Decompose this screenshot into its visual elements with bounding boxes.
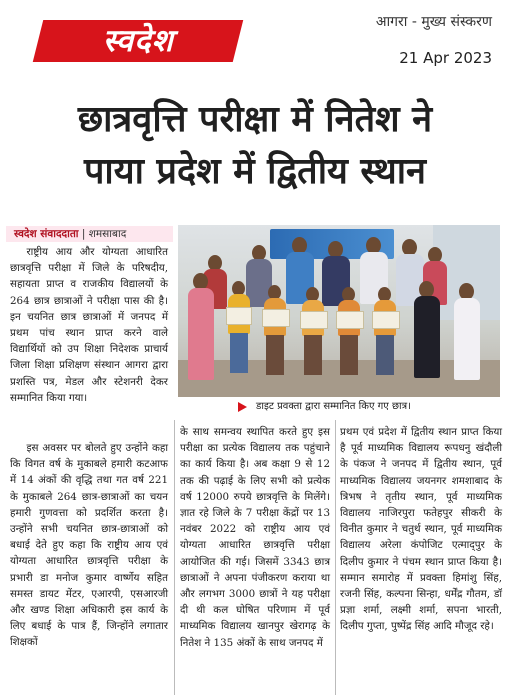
headline-line-2: पाया प्रदेश में द्वितीय स्थान bbox=[83, 151, 427, 192]
byline-separator: | bbox=[81, 228, 86, 240]
article-col1-para1: राष्ट्रीय आय और योग्यता आधारित छात्रवृत्ति परीक्षा में जिले के परिषदीय, सहायता प्राप्त व राजकीय विद्यालयों के 264 छात्र छात्राओं ने परीक्षा पास की है। इन चयनित छात्र छात्राओं में जनपद में प्रथम पांच स्थान प्राप्त करने वाले विद्यार्थियों को उप शिक्षा निदेशक प्राचार्य जिला शिक्षा प्रशिक्षण संस्थान आगरा द्वारा प्रशस्ति पत्र, मेडल और स्टेशनरी देकर सम्मानित किया गया। bbox=[10, 246, 168, 404]
byline-place: शमसाबाद bbox=[88, 228, 127, 240]
byline bbox=[6, 226, 173, 242]
article-col3: प्रथम एवं प्रदेश में द्वितीय स्थान प्राप्त किया है पूर्व माध्यमिक विद्यालय रूपधनु खंदौली के पंकज ने जनपद में द्वितीय स्थान, पूर्व माध्यमिक विद्यालय जयनगर शमशाबाद के त्रिभष ने तृतीय स्थान, पूर्व माध्यमिक विद्यालय नाजिरपुरा फतेहपुर सीकरी के विनीत कुमार ने चतुर्थ स्थान, पूर्व माध्यमिक विद्यालय अरेला कंपोजिट एत्माद्पुर के दिलीप कुमार ने पंचम स्थान प्राप्त किया है। सम्मान समारोह में प्रवक्ता हिमांशु सिंह, रजनी सिंह, कल्पना सिन्हा, धर्मेंद्र गौतम, डॉ प्रज्ञा शर्मा, लक्ष्मी शर्मा, सपना भारती, दिलीप गुप्ता, पुष्पेंद्र सिंह आदि मौजूद रहे। bbox=[340, 426, 502, 633]
logo-text: स्वदेश bbox=[102, 22, 174, 59]
article-col1-para2: इस अवसर पर बोलते हुए उन्होंने कहा कि विगत वर्ष के मुकाबले हमारी कटआफ में 14 अंकों की वृद्धि तथा गत वर्ष 221 के मुकाबले 264 छात्र-छात्राओं का चयन हमारी गुणवत्ता को प्रदर्शित करता है। उन्होंने सभी चयनित छात्र-छात्राओं को बधाई देते हुए कहा कि राष्ट्रीय आय एवं योग्यता आधारित छात्रवृत्ति परीक्षा के प्रभारी डा मनोज कुमार वार्ष्णेय सहित समस्त डायट मेंटर, एआरपी, एसआरजी और खण्ड शिक्षा अधिकारी इस कार्य के लिए बधाई के पात्र हैं, जिन्होंने लगातार शिक्षकों bbox=[10, 442, 168, 649]
photo-floor bbox=[178, 360, 500, 397]
byline-source: स्वदेश संवाददाता bbox=[14, 228, 79, 240]
column-divider-1 bbox=[174, 420, 175, 695]
edition-label: आगरा - मुख्य संस्करण bbox=[375, 14, 492, 30]
newspaper-logo bbox=[33, 20, 243, 62]
publication-date: 21 Apr 2023 bbox=[399, 49, 492, 67]
headline-line-1: छात्रवृत्ति परीक्षा में नितेश ने bbox=[77, 99, 433, 140]
column-divider-2 bbox=[335, 420, 336, 695]
article-col2: के साथ समन्वय स्थापित करते हुए इस परीक्षा का प्रत्येक विद्यालय तक पहुंचाने का कार्य किया है। अब कक्षा 9 से 12 तक की पढ़ाई के लिए सभी को प्रत्येक वर्ष 12000 रुपये छात्रवृत्ति के मिलेंगे। ज्ञात रहे जिले के 7 परीक्षा केंद्रों पर 13 नवंबर 2022 को राष्ट्रीय आय एवं योग्यता आधारित छात्रवृत्ति परीक्षा आयोजित की गई। जिसमें 3343 छात्र छात्राओं ने अपना पंजीकरण कराया था और लगभग 3000 छात्रों ने यह परीक्षा दी थी कल घोषित परिणाम में पूर्व माध्यमिक विद्यालय खानपुर खेरागढ़ के नितेश ने 135 अंकों के साथ जनपद में bbox=[180, 426, 330, 649]
photo-caption: डाइट प्रवक्ता द्वारा सम्मानित किए गए छात्र। bbox=[178, 399, 500, 414]
masthead bbox=[0, 0, 510, 82]
headline bbox=[0, 94, 510, 198]
news-photo bbox=[178, 225, 500, 397]
